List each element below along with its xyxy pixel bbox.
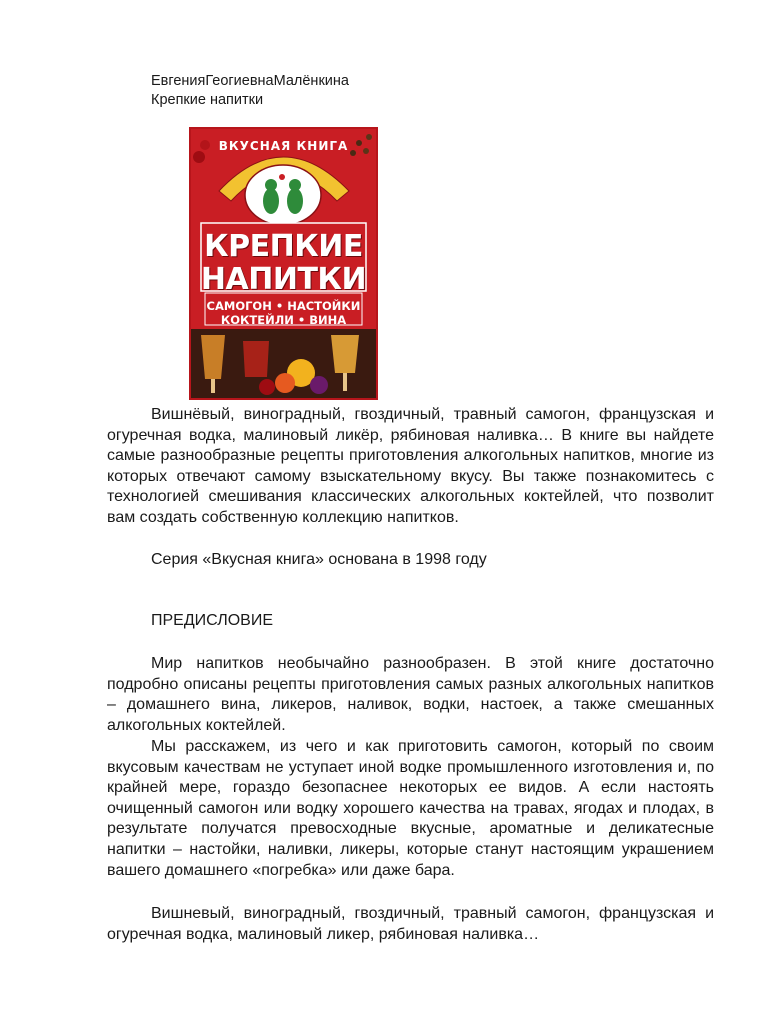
author-name: ЕвгенияГеогиевнаМалёнкина [151, 73, 349, 89]
series-note: Серия «Вкусная книга» основана в 1998 году [151, 551, 487, 568]
cover-series-label: ВКУСНАЯ КНИГА [218, 139, 349, 153]
book-cover-image [189, 127, 378, 400]
preface-heading: ПРЕДИСЛОВИЕ [151, 612, 273, 629]
cover-title-line1: КРЕПКИЕ [204, 229, 363, 264]
cover-title-line2: НАПИТКИ [200, 262, 367, 297]
preface-paragraph-2: Мы расскажем, из чего и как приготовить самогон, который по своим вкусовым качествам не уступает иной водке промышленного изготовления и, по крайней мере, гораздо безопаснее некоторых ее видов. А если настоять очищенный самогон или водку хорошего качества на травах, ягодах и плодах, в результате получатся превосходные вкусные, ароматные и деликатесные напитки – настойки, наливки, ликеры, которые станут настоящим украшением вашего домашнего «погребка» или даже бара. [107, 738, 714, 879]
cover-subtitle-line2: КОКТЕЙЛИ • ВИНА [220, 313, 347, 327]
preface-paragraph-1: Мир напитков необычайно разнообразен. В этой книге достаточно подробно описаны рецепты приготовления самых разных алкогольных напитков – домашнего вина, ликеров, наливок, водки, настоек, а также смешанных алкогольных коктейлей. [107, 655, 714, 734]
preface-paragraph-3: Вишневый, виноградный, гвоздичный, травный самогон, французская и огуречная водка, малиновый ликер, рябиновая наливка… [107, 905, 714, 943]
cover-subtitle-line1: САМОГОН • НАСТОЙКИ [206, 299, 361, 313]
book-title: Крепкие напитки [151, 92, 264, 108]
annotation-paragraph: Вишнёвый, виноградный, гвоздичный, травный самогон, французская и огуречная водка, малиновый ликёр, рябиновая наливка… В книге вы найдете самые разнообразные рецепты приготовления алкогольных напитков, многие из которых отвечают самому взыскательному вкусу. Вы также познакомитесь с технологией смешивания классических алкогольных коктейлей, что позволит вам создать собственную коллекцию напитков. [107, 406, 714, 526]
